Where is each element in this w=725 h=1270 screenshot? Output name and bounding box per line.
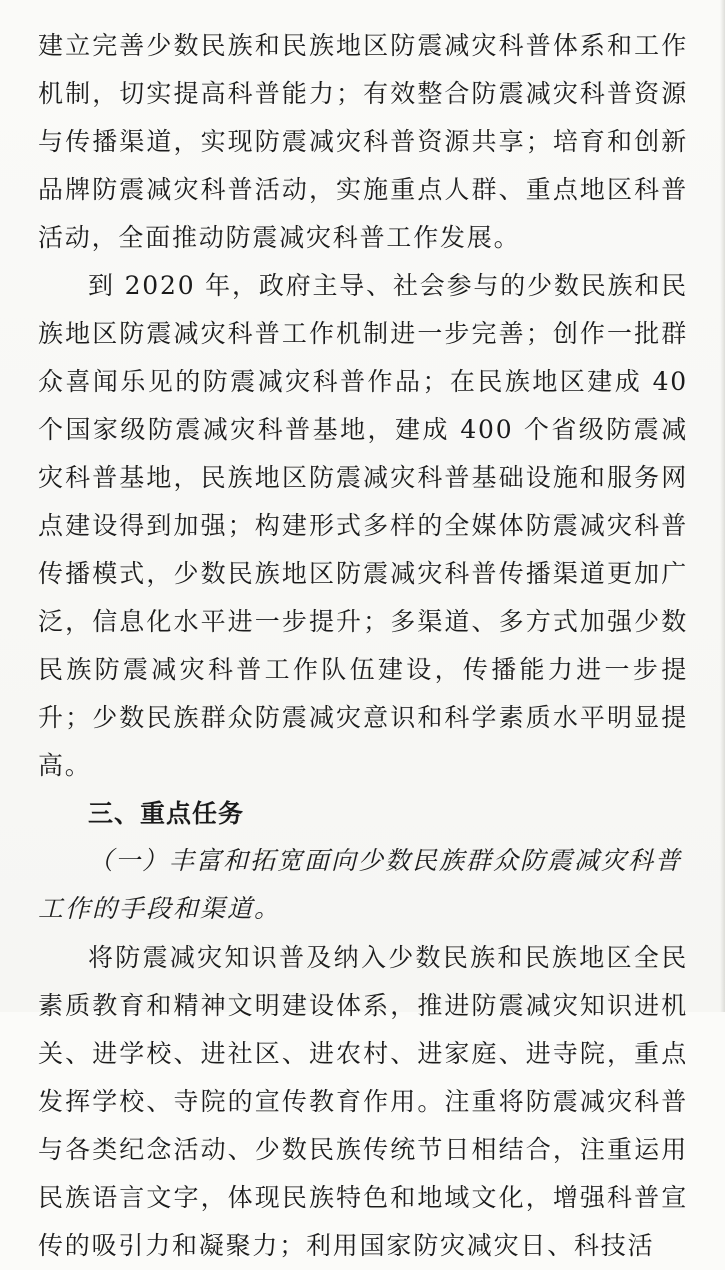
paragraph-goals: 建立完善少数民族和民族地区防震减灾科普体系和工作机制，切实提高科普能力；有效整合防震减灾科普资源与传播渠道，实现防震减灾科普资源共享；培育和创新品牌防震减灾科普活动，实施重点人群、重点地区科普活动，全面推动防震减灾科普工作发展。 [38,31,688,252]
paragraph-task-one-detail: 将防震减灾知识普及纳入少数民族和民族地区全民素质教育和精神文明建设体系，推进防震减灾知识进机关、进学校、进社区、进农村、进家庭、进寺院，重点发挥学校、寺院的宣传教育作用。注重将防震减灾科普与各类纪念活动、少数民族传统节日相结合，注重运用民族语言文字，体现民族特色和地域文化，增强科普宣传的吸引力和凝聚力；利用国家防灾减灾日、科技活 [38,943,688,1260]
scan-edge-shadow [720,0,725,1012]
document-body [38,22,688,1270]
paragraph-2020-targets: 到 2020 年，政府主导、社会参与的少数民族和民族地区防震减灾科普工作机制进一步完善；创作一批群众喜闻乐见的防震减灾科普作品；在民族地区建成 40 个国家级防震减灾科普基地，建成 400 个省级防震减灾科普基地，民族地区防震减灾科普基础设施和服务网点建设得到加强；构建形式多样的全媒体防震减灾科普传播模式，少数民族地区防震减灾科普传播渠道更加广泛，信息化水平进一步提升；多渠道、多方式加强少数民族防震减灾科普工作队伍建设，传播能力进一步提升；少数民族群众防震减灾意识和科学素质水平明显提高。 [38,271,688,780]
subheading-task-one: （一）丰富和拓宽面向少数民族群众防震减灾科普工作的手段和渠道。 [38,848,683,923]
section-heading-key-tasks: 三、重点任务 [88,799,245,828]
